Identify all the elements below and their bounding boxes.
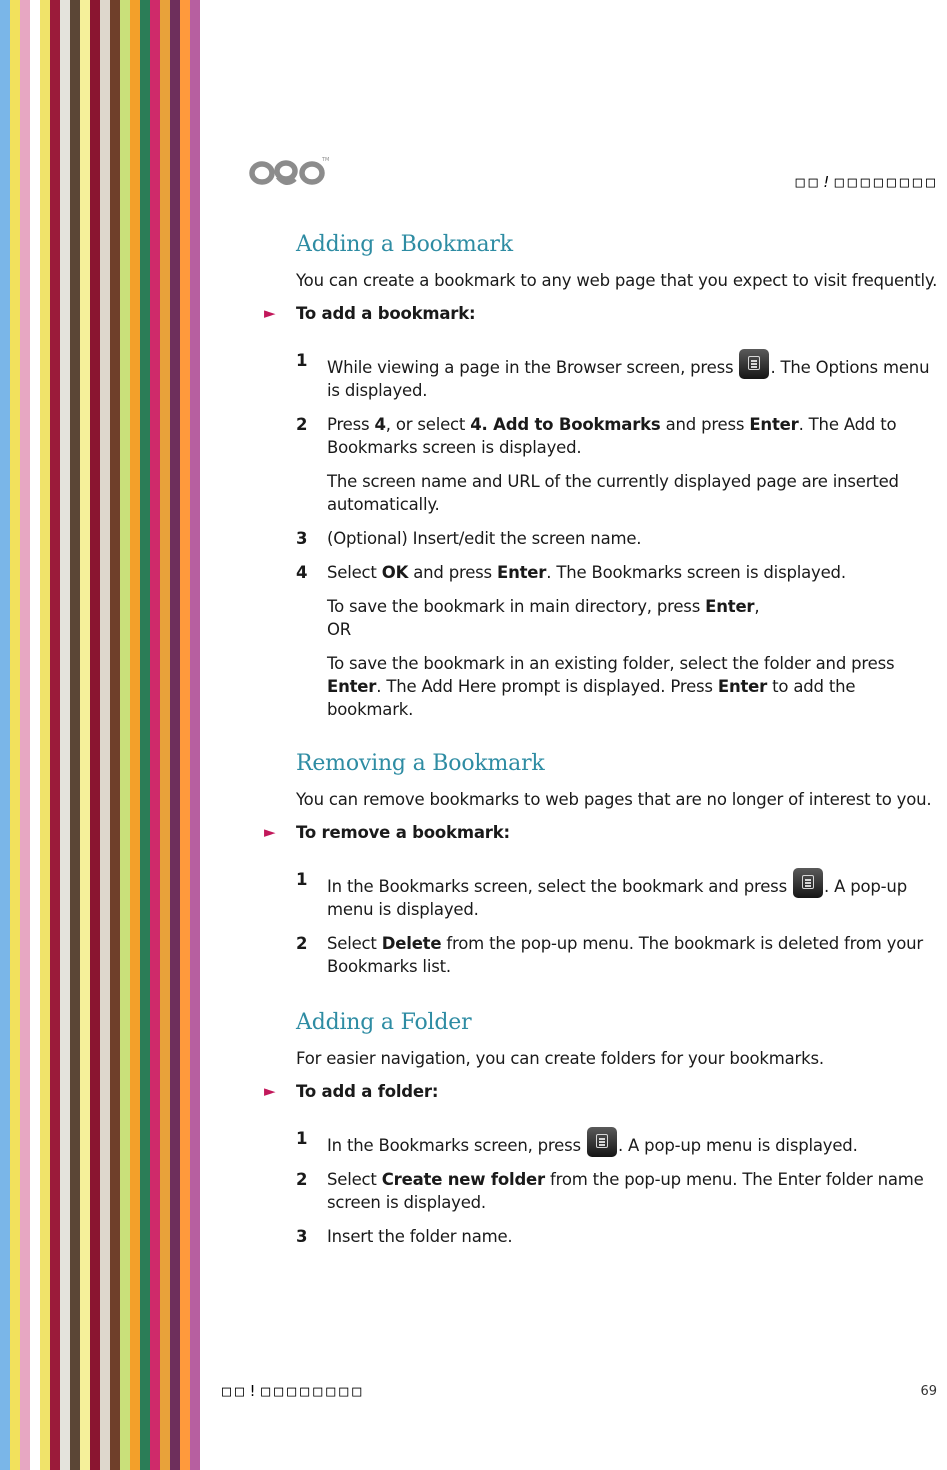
step: 2 Press 4, or select 4. Add to Bookmarks and press Enter. The Add to Bookmarks screen is displayed. bbox=[296, 415, 897, 457]
step-number: 3 bbox=[296, 529, 308, 548]
stripe-1 bbox=[0, 0, 10, 1470]
step-number: 4 bbox=[296, 563, 308, 582]
stripe-11 bbox=[100, 0, 110, 1470]
step-number: 1 bbox=[296, 1129, 308, 1148]
stripe-7 bbox=[60, 0, 70, 1470]
stripe-15 bbox=[140, 0, 150, 1470]
procedure-heading: ► To add a bookmark: bbox=[264, 304, 476, 323]
step-number: 3 bbox=[296, 1227, 308, 1246]
step: 1 In the Bookmarks screen, select the bookmark and press . A pop-up menu is displayed. bbox=[296, 870, 907, 919]
step-note: To save the bookmark in main directory, press Enter, OR bbox=[327, 597, 760, 639]
stripe-2 bbox=[10, 0, 20, 1470]
step-number: 1 bbox=[296, 351, 308, 370]
step-number: 1 bbox=[296, 870, 308, 889]
procedure-heading: ► To remove a bookmark: bbox=[264, 823, 510, 842]
section-title: Removing a Bookmark bbox=[296, 751, 545, 776]
step: 3 Insert the folder name. bbox=[296, 1227, 513, 1246]
arrow-right-icon: ► bbox=[264, 1082, 276, 1100]
step-note: To save the bookmark in an existing folder, select the folder and press Enter. The Add Here prompt is displayed. Press Enter to add the bookmark. bbox=[327, 654, 895, 719]
section-intro: You can create a bookmark to any web page that you expect to visit frequently. bbox=[296, 271, 938, 290]
decorative-stripes bbox=[0, 0, 200, 1470]
section-title: Adding a Bookmark bbox=[296, 232, 513, 257]
footer-doc-label: □□!□□□□□□□□ bbox=[222, 1382, 366, 1400]
svg-text:TM: TM bbox=[322, 157, 330, 163]
menu-key-icon bbox=[793, 868, 823, 898]
section-intro: You can remove bookmarks to web pages that are no longer of interest to you. bbox=[296, 790, 932, 809]
stripe-5 bbox=[40, 0, 50, 1470]
procedure-heading: ► To add a folder: bbox=[264, 1082, 439, 1101]
step-number: 2 bbox=[296, 415, 308, 434]
stripe-19 bbox=[180, 0, 190, 1470]
stripe-13 bbox=[120, 0, 130, 1470]
step-number: 2 bbox=[296, 934, 308, 953]
section-intro: For easier navigation, you can create folders for your bookmarks. bbox=[296, 1049, 824, 1068]
step-number: 2 bbox=[296, 1170, 308, 1189]
document-body bbox=[264, 232, 946, 1259]
step: 4 Select OK and press Enter. The Bookmarks screen is displayed. bbox=[296, 563, 846, 582]
stripe-4 bbox=[30, 0, 40, 1470]
step: 3 (Optional) Insert/edit the screen name. bbox=[296, 529, 642, 548]
step: 2 Select Delete from the pop-up menu. The bookmark is deleted from your Bookmarks list. bbox=[296, 934, 923, 976]
stripe-18 bbox=[170, 0, 180, 1470]
section-title: Adding a Folder bbox=[296, 1010, 472, 1035]
stripe-17 bbox=[160, 0, 170, 1470]
header-doc-label: □□!□□□□□□□□ bbox=[795, 173, 939, 191]
stripe-9 bbox=[80, 0, 90, 1470]
stripe-20 bbox=[190, 0, 200, 1470]
arrow-right-icon: ► bbox=[264, 823, 276, 841]
stripe-16 bbox=[150, 0, 160, 1470]
stripe-3 bbox=[20, 0, 30, 1470]
step: 2 Select Create new folder from the pop-up menu. The Enter folder name screen is displayed. bbox=[296, 1170, 924, 1212]
arrow-right-icon: ► bbox=[264, 304, 276, 322]
step: 1 In the Bookmarks screen, press . A pop-up menu is displayed. bbox=[296, 1129, 858, 1155]
stripe-12 bbox=[110, 0, 120, 1470]
step-note: The screen name and URL of the currently displayed page are inserted automatically. bbox=[327, 472, 899, 514]
stripe-8 bbox=[70, 0, 80, 1470]
stripe-10 bbox=[90, 0, 100, 1470]
step: 1 While viewing a page in the Browser screen, press . The Options menu is displayed. bbox=[296, 351, 930, 400]
ogo-logo bbox=[248, 153, 330, 187]
page-number: 69 bbox=[920, 1384, 937, 1399]
menu-key-icon bbox=[739, 349, 769, 379]
stripe-14 bbox=[130, 0, 140, 1470]
stripe-6 bbox=[50, 0, 60, 1470]
menu-key-icon bbox=[587, 1127, 617, 1157]
